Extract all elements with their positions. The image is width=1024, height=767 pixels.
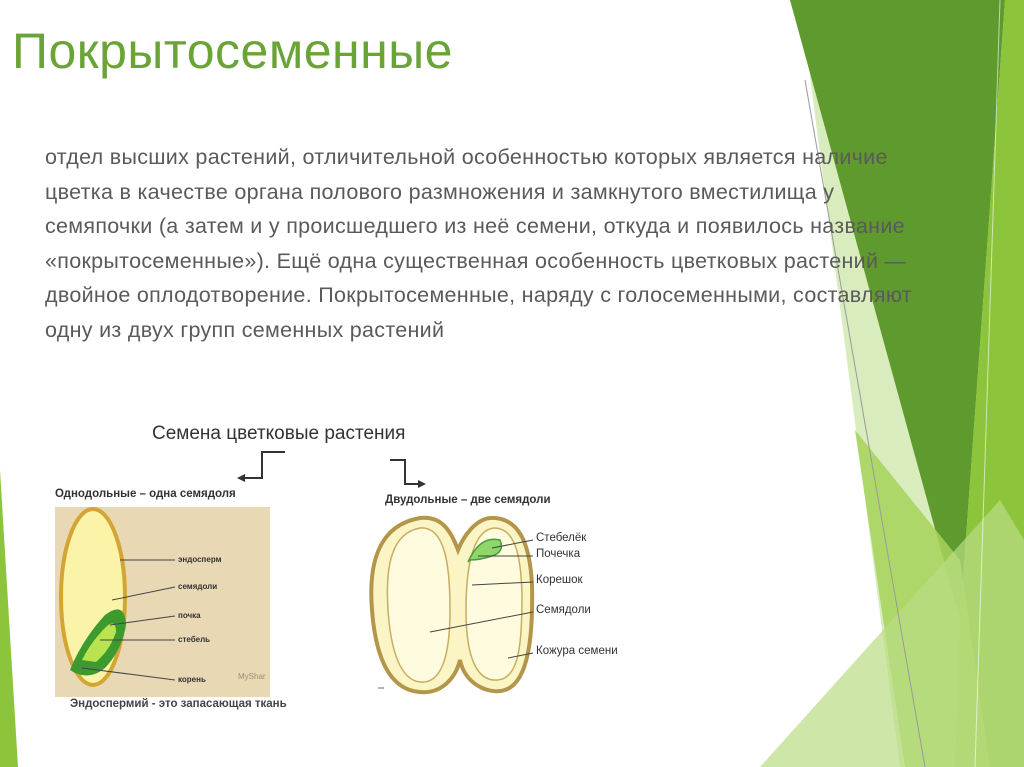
monocot-label-bud: почка (178, 611, 201, 620)
monocot-label-root: корень (178, 675, 206, 684)
diagram-title: Семена цветковые растения (152, 423, 406, 444)
monocot-label-endosperm: эндосперм (178, 555, 222, 564)
dicot-inner-left (387, 528, 450, 682)
left-accent (0, 470, 18, 767)
dicot-label-bud: Почечка (536, 548, 581, 560)
monocot-label-stem: стебель (178, 635, 211, 644)
monocot-label-cotyledon: семядоли (178, 582, 218, 591)
connector-left (245, 452, 285, 478)
connector-right (390, 460, 418, 484)
dicot-heading: Двудольные – две семядоли (385, 494, 551, 506)
dicot-label-seed-coat: Кожура семени (536, 645, 618, 657)
monocot-heading: Однодольные – одна семядоля (55, 488, 236, 500)
dicot-label-stalk: Стебелёк (536, 532, 587, 544)
slide-body-text: отдел высших растений, отличительной особенностью которых является наличие цветка в качестве органа полового размножения и замкнутого вместилища у семяпочки (а затем и у происшедшего из неё семени, откуда и появилось название «покрытосеменные»). Ещё одна существенная особенность цветковых растений — двойное оплодотворение. Покрытосеменные, наряду с голосеменными, составляют одну из двух групп семенных растений (45, 145, 912, 342)
monocot-caption: Эндоспермий - это запасающая ткань (70, 698, 287, 710)
watermark-logo: MyShar (238, 672, 266, 681)
slide-title: Покрытосеменные (12, 23, 453, 79)
dicot-label-cotyledon: Семядоли (536, 604, 591, 616)
dicot-label-root: Корешок (536, 574, 583, 586)
